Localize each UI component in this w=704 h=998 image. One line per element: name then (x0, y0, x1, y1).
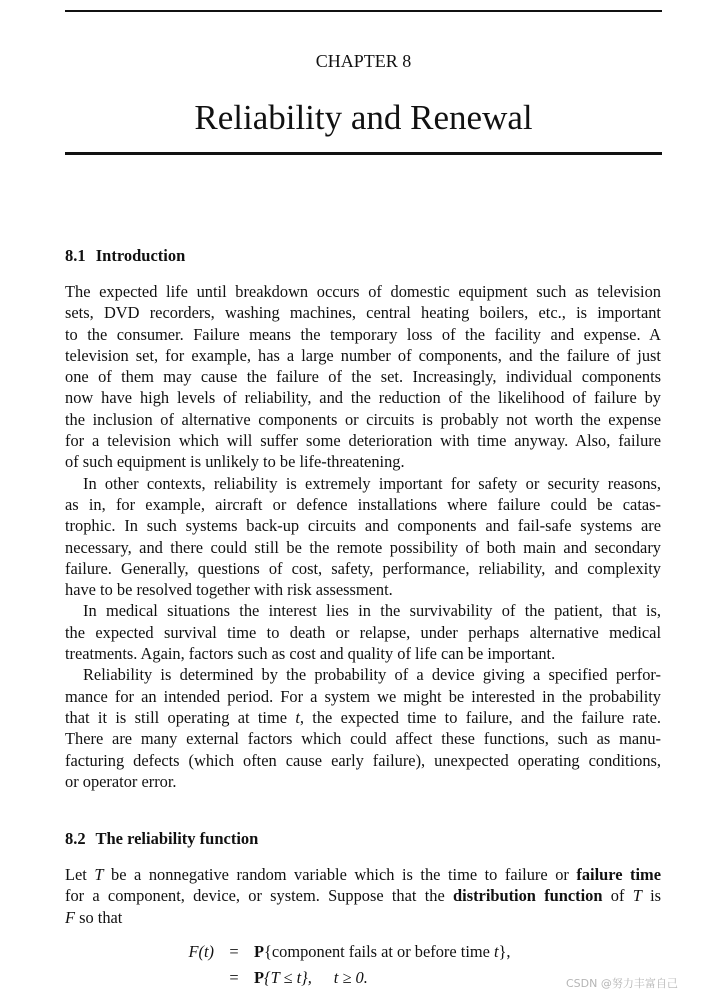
text-fragment: }, (498, 942, 511, 961)
chapter-title: Reliability and Renewal (194, 98, 533, 137)
paragraph-3 (65, 600, 661, 664)
paragraph-1 (65, 281, 661, 473)
text-fragment: of (602, 886, 633, 906)
math-var-t: t (295, 707, 300, 727)
probability-symbol: P (254, 968, 265, 987)
text-line: the inclusion of alternative components or circuits is probably not worth the expense (65, 409, 661, 429)
watermark: CSDN @努力丰富自己 (566, 977, 678, 990)
text-line: or operator error. (65, 771, 177, 791)
text-fragment: {component fails at or before time (264, 942, 494, 961)
text-fragment: Let (65, 865, 95, 884)
text-fragment: for a component, device, or system. Suppose that the (65, 886, 454, 906)
math-var-T: T (632, 886, 642, 906)
section-title: The reliability function (95, 829, 259, 848)
paragraph-intro (65, 864, 661, 928)
text-line: television set, for example, has a large number of components, and the failure of just (65, 345, 661, 365)
text-line (65, 864, 661, 885)
text-line: have to be resolved together with risk assessment. (65, 580, 393, 600)
math-var-F: F (65, 907, 76, 927)
section-number: 8.1 (65, 246, 86, 265)
equation-row-2 (160, 965, 511, 991)
equation-rhs (254, 965, 368, 991)
section-heading-introduction (65, 246, 185, 266)
text-line: treatments. Again, factors such as cost and quality of life can be important. (65, 644, 556, 664)
text-line: failure. Generally, questions of cost, safety, performance, reliability, and complexity (65, 558, 661, 578)
text-line: mance for an intended period. For a system we might be interested in the probability (65, 686, 661, 706)
text-line: necessary, and there could still be the remote possibility of both main and secondary (65, 537, 661, 557)
paragraph-4 (65, 664, 661, 792)
text-line: of such equipment is unlikely to be life-threatening. (65, 452, 405, 472)
equation-lhs-empty (160, 965, 214, 991)
text-line: for a television which will suffer some deterioration with time anyway. Also, failure (65, 431, 661, 451)
text-line-with-var (65, 707, 661, 728)
text-line: trophic. In such systems back-up circuits and components and fail-safe systems are (65, 516, 661, 536)
probability-symbol: P (254, 942, 265, 961)
text-fragment: is (641, 886, 662, 906)
introduction-body (65, 281, 661, 792)
paragraph-2 (65, 473, 661, 601)
math-expression: {T ≤ t}, (264, 968, 312, 987)
text-line: the expected survival time to death or relapse, under perhaps alternative medical (65, 622, 661, 642)
text-line: The expected life until breakdown occurs of domestic equipment such as television (65, 282, 661, 301)
top-rule (65, 10, 662, 12)
term-failure-time: failure time (576, 865, 661, 884)
text-line: as in, for example, aircraft or defence installations where failure could be catas- (65, 494, 661, 514)
text-line: In other contexts, reliability is extremely important for safety or security reasons, (83, 473, 661, 493)
section-heading-reliability-function (65, 829, 258, 849)
section-number: 8.2 (65, 829, 86, 848)
term-distribution-function: distribution function (453, 886, 603, 906)
equation-lhs: F(t) (188, 942, 214, 961)
equation-row-1 (160, 939, 511, 965)
text-fragment: be a nonnegative random variable which is the time to failure or (103, 865, 577, 884)
reliability-function-body (65, 864, 661, 928)
math-var-T: T (94, 865, 104, 884)
text-line: now have high levels of reliability, and the reduction of the likelihood of failure by (65, 388, 661, 408)
text-fragment: , the expected time to failure, and the failure rate. (299, 707, 662, 727)
text-line: facturing defects (which often cause early failure), unexpected operating conditions, (65, 750, 661, 770)
text-line (65, 885, 661, 906)
equals-sign: = (229, 942, 239, 961)
text-line: There are many external factors which could affect these functions, such as manu- (65, 729, 661, 749)
text-line: Reliability is determined by the probability of a device giving a specified perfor- (83, 665, 661, 685)
math-condition: t ≥ 0. (333, 968, 368, 987)
text-line: sets, DVD recorders, washing machines, central heating boilers, etc., is important (65, 303, 661, 323)
text-line: In medical situations the interest lies in the survivability of the patient, that is, (83, 601, 661, 621)
text-fragment: that it is still operating at time (65, 707, 287, 727)
section-title: Introduction (95, 246, 186, 265)
text-line (65, 907, 661, 928)
text-line: to the consumer. Failure means the temporary loss of the facility and expense. A (65, 324, 661, 344)
equals-sign: = (229, 968, 239, 987)
bottom-rule (65, 152, 662, 155)
distribution-equation (160, 939, 511, 991)
chapter-label: CHAPTER 8 (315, 51, 412, 71)
math-var-t: t (494, 942, 499, 961)
text-line: one of them may cause the failure of the set. Increasingly, individual components (65, 367, 661, 387)
equation-rhs (254, 939, 511, 965)
text-fragment: so that (75, 907, 123, 927)
